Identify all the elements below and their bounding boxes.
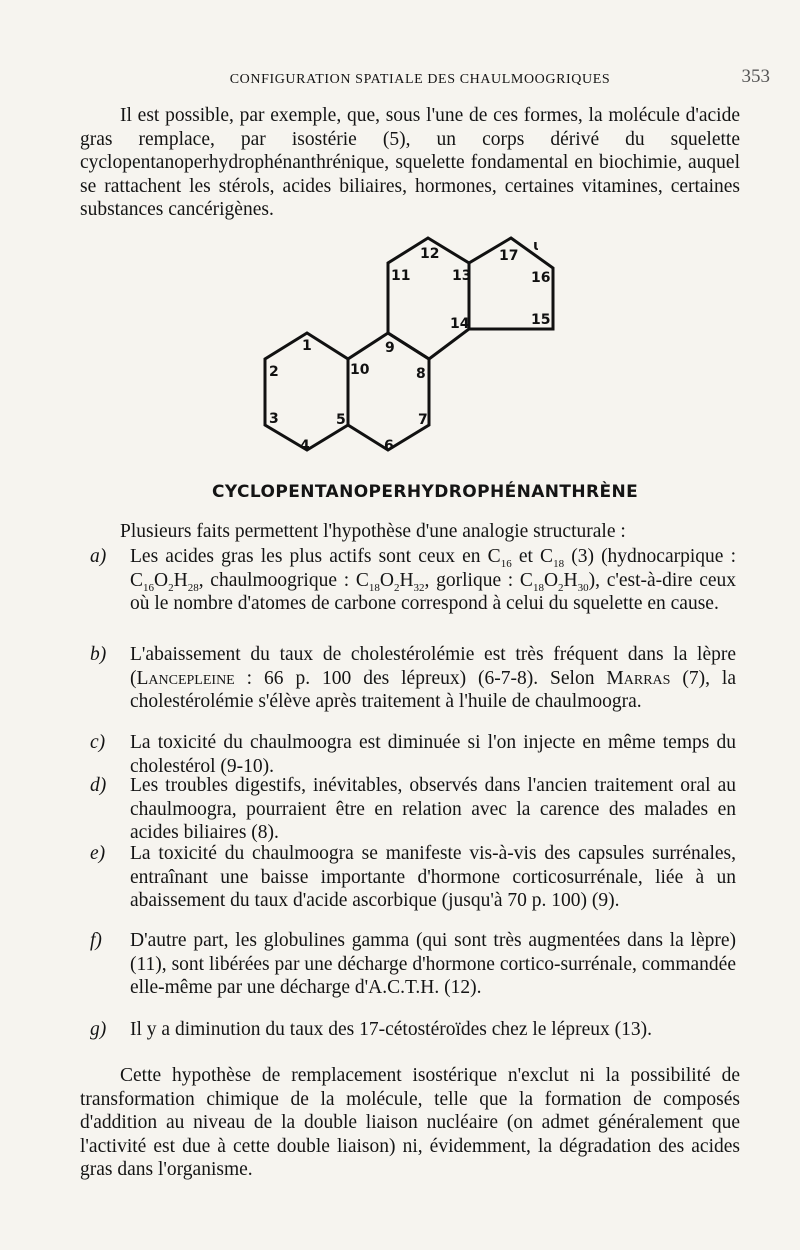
- intro-paragraph: Il est possible, par exemple, que, sous l'une de ces formes, la molécule d'acide gras remplace, par isostérie (5), un corps dérivé du squelette cyclopentanoperhydrophénanthrénique, squelette fondamental en biochimie, auquel se rattachent les stérols, acides biliaires, hormones, certaines vitamines, certaines substances cancérigènes.: [80, 105, 740, 220]
- atom-label-16: 16: [531, 270, 551, 286]
- item-letter: c): [90, 732, 106, 753]
- item-text: L'abaissement du taux de cholestérolémie est très fréquent dans la lèpre (Lancepleine : 66 p. 100 des lépreux) (6-7-8). Selon Marras (7), la cholestérolémie s'élève après traitement à l'huile de chaulmoogra.: [130, 644, 736, 712]
- atom-label-8: 8: [416, 366, 426, 382]
- atom-label-13: 13: [452, 268, 472, 284]
- steroid-skeleton-diagram: [250, 228, 570, 468]
- item-letter: a): [90, 546, 107, 567]
- atom-label-15: 15: [531, 312, 551, 328]
- item-letter: f): [90, 930, 102, 951]
- atom-label-7: 7: [418, 412, 428, 428]
- item-text: La toxicité du chaulmoogra se manifeste vis-à-vis des capsules surrénales, entraînant une baisse importante d'hormone corticosurrénale, liée à un abaissement du taux d'acide ascorbique (jusqu'à 70 p. 100) (9).: [130, 843, 736, 911]
- atom-label-2: 2: [269, 364, 279, 380]
- item-letter: e): [90, 843, 106, 864]
- author-name: Marras: [606, 667, 671, 689]
- atom-label-4: 4: [300, 438, 310, 454]
- atom-label-10: 10: [350, 362, 370, 378]
- running-head: CONFIGURATION SPATIALE DES CHAULMOOGRIQUES: [229, 72, 611, 87]
- item-letter: g): [90, 1019, 107, 1040]
- atom-label-5: 5: [336, 412, 346, 428]
- atom-label-14: 14: [450, 316, 470, 332]
- atom-label-11: 11: [391, 268, 411, 284]
- atom-label-17: 17: [499, 248, 519, 264]
- item-text: Il y a diminution du taux des 17-cétostéroïdes chez le lépreux (13).: [130, 1019, 653, 1040]
- item-letter: b): [90, 644, 107, 665]
- item-text: Les troubles digestifs, inévitables, observés dans l'ancien traitement oral au chaulmoogra, pourraient être en relation avec la carence des malades en acides biliaires (8).: [130, 775, 736, 843]
- atom-label-3: 3: [269, 411, 279, 427]
- methyl-mark: ɩ: [533, 238, 540, 254]
- author-name: Lancepleine: [136, 667, 235, 689]
- atom-label-1: 1: [302, 338, 312, 354]
- item-text: D'autre part, les globulines gamma (qui sont très augmentées dans la lèpre) (11), sont libérées par une décharge d'hormone cortico-surrénale, commandée elle-même par une décharge d'A.C.T.H. (12).: [130, 930, 736, 998]
- item-letter: d): [90, 775, 107, 796]
- atom-label-6: 6: [384, 438, 394, 454]
- diagram-caption: CYCLOPENTANOPERHYDROPHÉNANTHRÈNE: [212, 482, 639, 502]
- atom-label-12: 12: [420, 246, 440, 262]
- closing-paragraph: Cette hypothèse de remplacement isostérique n'exclut ni la possibilité de transformation chimique de la molécule, telle que la formation de composés d'addition au niveau de la double liaison nucléaire (on admet généralement que l'activité est due à cette double liaison) ni, évidemment, la dégradation des acides gras dans l'organisme.: [80, 1065, 740, 1180]
- page-number: 353: [741, 66, 770, 87]
- item-text: Les acides gras les plus actifs sont ceux en $C_{16}$ et $C_{18}$ (3) (hydnocarpique : $C_{16}O_2H_{28}$, chaulmoogrique : $C_{18}O_2H_{32}$, gorlique : $C_{18}O_2H_{30}$), c'est-à-dire ceux où le nombre d'atomes de carbone correspond à celui du squelette en cause.: [130, 546, 737, 614]
- atom-label-9: 9: [385, 340, 395, 356]
- item-text: La toxicité du chaulmoogra est diminuée si l'on injecte en même temps du cholestérol (9-10).: [130, 732, 736, 777]
- hypotheses-intro: Plusieurs faits permettent l'hypothèse d'une analogie structurale :: [120, 521, 626, 542]
